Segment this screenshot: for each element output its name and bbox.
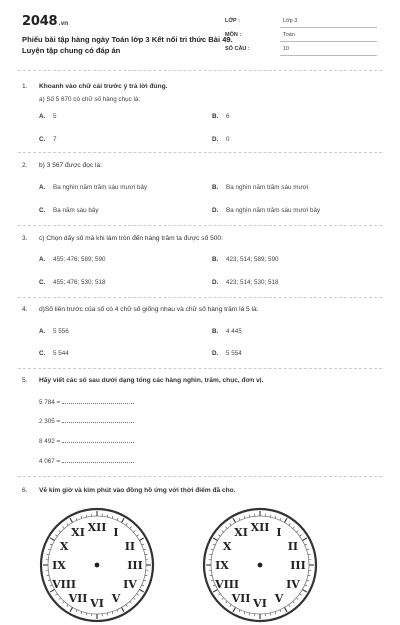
option-text: 0 bbox=[226, 136, 230, 143]
option-d[interactable] bbox=[212, 279, 279, 286]
question-number: 2. bbox=[22, 162, 28, 169]
clock-center-dot bbox=[258, 563, 263, 568]
clock-numeral: XI bbox=[71, 526, 85, 539]
question-number: 6. bbox=[22, 487, 28, 494]
clock-numeral: IV bbox=[123, 578, 137, 591]
option-letter: B. bbox=[212, 184, 226, 191]
meta-line bbox=[280, 27, 377, 28]
option-c[interactable] bbox=[39, 350, 69, 357]
meta-count-value: 10 bbox=[283, 46, 289, 52]
option-letter: D. bbox=[212, 350, 226, 357]
option-text: 5 544 bbox=[53, 350, 69, 357]
option-letter: A. bbox=[39, 256, 53, 263]
option-letter: D. bbox=[212, 279, 226, 286]
option-a[interactable] bbox=[39, 328, 69, 335]
option-b[interactable] bbox=[212, 328, 242, 335]
option-text: 423; 514; 530; 518 bbox=[226, 279, 279, 286]
question-text: c) Chọn dãy số mà khi làm tròn đến hàng trăm ta được số 500: bbox=[39, 235, 223, 242]
option-text: 5 554 bbox=[226, 350, 242, 357]
option-text: 5 556 bbox=[53, 328, 69, 335]
clock-numeral: X bbox=[60, 540, 69, 553]
option-letter: D. bbox=[212, 136, 226, 143]
question-text-bold: Vẽ kim giờ và kim phút vào đồng hồ ứng với thời điểm đã cho. bbox=[39, 487, 236, 494]
option-letter: B. bbox=[212, 256, 226, 263]
option-b[interactable] bbox=[212, 184, 308, 191]
option-text: Ba nghìn năm trăm sáu mươi bảy bbox=[226, 207, 320, 214]
clock-numeral: V bbox=[274, 592, 284, 605]
clock-numeral: VII bbox=[68, 592, 88, 605]
option-text: 6 bbox=[226, 113, 230, 120]
answer-blank[interactable] bbox=[62, 436, 134, 443]
answer-blank[interactable] bbox=[62, 456, 134, 463]
clock-numeral: XII bbox=[251, 521, 270, 534]
option-text: Ba nghìn năm trăm sáu mươi bbox=[226, 184, 308, 191]
clock-numeral: II bbox=[288, 540, 298, 553]
clock-numeral: IV bbox=[286, 578, 300, 591]
question-number: 4. bbox=[22, 306, 28, 313]
option-text: 5 bbox=[53, 113, 57, 120]
option-letter: A. bbox=[39, 184, 53, 191]
meta-subject-value: Toán bbox=[283, 32, 295, 38]
divider bbox=[18, 476, 382, 477]
clock-numeral: III bbox=[127, 559, 142, 572]
clock-numeral: VII bbox=[231, 592, 251, 605]
question-text: b) 3 567 được đọc là: bbox=[39, 162, 102, 169]
option-d[interactable] bbox=[212, 350, 242, 357]
clock-numeral: IX bbox=[52, 559, 66, 572]
clock-numeral: X bbox=[223, 540, 232, 553]
question-number: 5. bbox=[22, 377, 28, 384]
clock-face-2[interactable] bbox=[200, 505, 320, 625]
question-number: 3. bbox=[22, 235, 28, 242]
question-number: 1. bbox=[22, 83, 28, 90]
option-text: Ba năm sáu bảy bbox=[53, 207, 99, 214]
question-text: d)Số liền trước của số có 4 chữ số giống nhau và chữ số hàng trăm là 5 là: bbox=[39, 306, 259, 313]
fill-item[interactable] bbox=[39, 436, 134, 445]
clock-face-1[interactable] bbox=[37, 505, 157, 625]
option-text: 455; 476; 530; 518 bbox=[53, 279, 106, 286]
fill-label: 2 305 = bbox=[39, 418, 60, 425]
clock-numeral: VI bbox=[252, 597, 267, 610]
clock-numeral: III bbox=[290, 559, 305, 572]
clock-numeral: I bbox=[113, 526, 118, 539]
option-a[interactable] bbox=[39, 184, 147, 191]
option-b[interactable] bbox=[212, 113, 230, 120]
fill-label: 8 492 = bbox=[39, 438, 60, 445]
question-text-bold: Hãy viết các số sau dưới dạng tổng các hàng nghìn, trăm, chục, đơn vị. bbox=[39, 377, 263, 384]
logo-suffix: .vn bbox=[58, 20, 68, 27]
meta-subject-label: MÔN : bbox=[225, 32, 241, 38]
option-letter: C. bbox=[39, 279, 53, 286]
answer-blank[interactable] bbox=[62, 397, 134, 404]
option-letter: C. bbox=[39, 350, 53, 357]
meta-class-value: Lớp 3 bbox=[283, 18, 297, 24]
option-letter: D. bbox=[212, 207, 226, 214]
fill-label: 5 784 = bbox=[39, 399, 60, 406]
fill-item[interactable] bbox=[39, 397, 134, 406]
clock-numeral: XII bbox=[88, 521, 107, 534]
divider bbox=[18, 297, 382, 298]
fill-item[interactable] bbox=[39, 456, 134, 465]
question-text bbox=[39, 83, 167, 90]
clock-numeral: IX bbox=[215, 559, 229, 572]
clock-numeral: I bbox=[276, 526, 281, 539]
option-letter: A. bbox=[39, 328, 53, 335]
option-letter: B. bbox=[212, 328, 226, 335]
option-a[interactable] bbox=[39, 256, 106, 263]
clock-center-dot bbox=[95, 563, 100, 568]
option-c[interactable] bbox=[39, 207, 99, 214]
clock-numeral: V bbox=[111, 592, 121, 605]
meta-line bbox=[280, 55, 377, 56]
divider bbox=[18, 368, 382, 369]
question-1-sub: a) Số 5 670 có chữ số hàng chục là: bbox=[39, 96, 140, 103]
divider bbox=[18, 225, 382, 226]
option-a[interactable] bbox=[39, 113, 57, 120]
clock-numeral: XI bbox=[234, 526, 248, 539]
option-text: 423; 514; 589; 590 bbox=[226, 256, 279, 263]
option-text: 4 445 bbox=[226, 328, 242, 335]
worksheet-title: Phiếu bài tập hàng ngày Toán lớp 3 Kết nối tri thức Bài 49. Luyện tập chung có đáp án bbox=[22, 34, 242, 56]
option-c[interactable] bbox=[39, 136, 57, 143]
answer-blank[interactable] bbox=[62, 416, 134, 423]
option-letter: C. bbox=[39, 136, 53, 143]
question-text bbox=[39, 377, 263, 384]
question-text bbox=[39, 487, 236, 494]
divider bbox=[18, 70, 382, 71]
fill-item[interactable] bbox=[39, 416, 134, 425]
clock-numeral: VI bbox=[89, 597, 104, 610]
question-text-bold: Khoanh vào chữ cái trước ý trả lời đúng. bbox=[39, 83, 167, 90]
divider bbox=[18, 152, 382, 153]
option-b[interactable] bbox=[212, 256, 279, 263]
clock-numeral: VIII bbox=[214, 578, 239, 591]
meta-line bbox=[280, 41, 377, 42]
site-logo[interactable] bbox=[22, 14, 68, 29]
option-letter: C. bbox=[39, 207, 53, 214]
option-d[interactable] bbox=[212, 207, 320, 214]
option-d[interactable] bbox=[212, 136, 230, 143]
option-text: Ba nghìn năm trăm sáu mươi bảy bbox=[53, 184, 147, 191]
meta-count-label: SỐ CÂU : bbox=[225, 46, 250, 52]
option-text: 7 bbox=[53, 136, 57, 143]
clock-numeral: VIII bbox=[51, 578, 76, 591]
logo-text: 2048 bbox=[22, 14, 57, 29]
meta-class-label: LỚP : bbox=[225, 18, 240, 24]
option-letter: A. bbox=[39, 113, 53, 120]
option-text: 455; 476; 589; 590 bbox=[53, 256, 106, 263]
clock-numeral: II bbox=[125, 540, 135, 553]
option-c[interactable] bbox=[39, 279, 106, 286]
fill-label: 4 067 = bbox=[39, 458, 60, 465]
option-letter: B. bbox=[212, 113, 226, 120]
